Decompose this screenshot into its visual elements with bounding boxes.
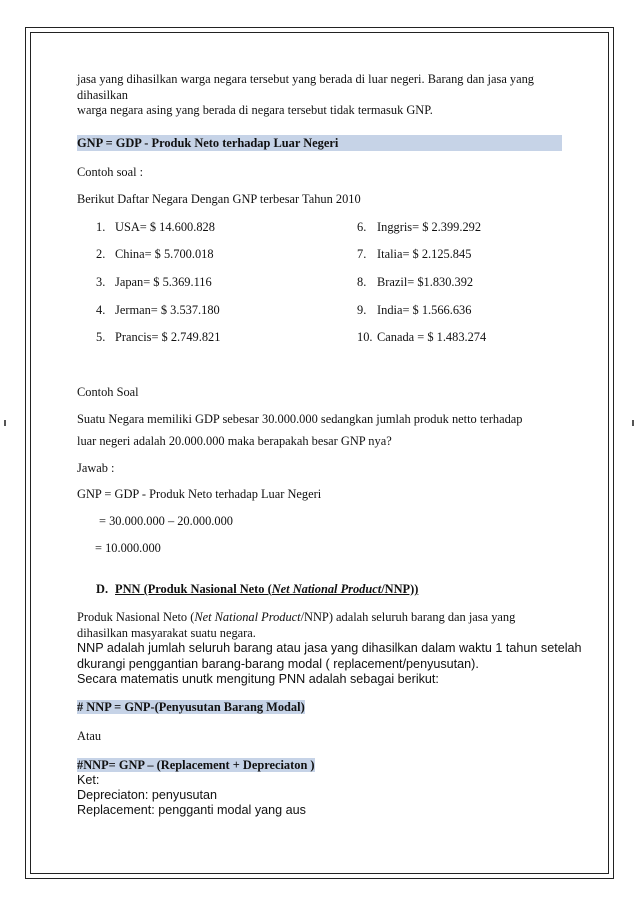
list-item: China= $ 5.700.018 — [115, 247, 214, 261]
intro-line-2: dihasilkan — [77, 88, 128, 102]
solution-line-2: = 30.000.000 – 20.000.000 — [99, 514, 233, 528]
list-item-number: 5. — [96, 330, 106, 344]
list-item: Prancis= $ 2.749.821 — [115, 330, 221, 344]
problem-line-1: Suatu Negara memiliki GDP sebesar 30.000.000 sedangkan jumlah produk netto terhadap — [77, 412, 523, 426]
formula-2 — [77, 758, 315, 773]
pnn-definition-line-2: dihasilkan masyarakat suatu negara. — [77, 626, 256, 640]
list-item: Jerman= $ 3.537.180 — [115, 303, 220, 317]
formula-2-text: #NNP= GNP – (Replacement + Depreciaton ) — [77, 758, 315, 772]
intro-line-1: jasa yang dihasilkan warga negara tersebut yang berada di luar negeri. Barang dan jasa yang — [77, 72, 535, 86]
list-item-number: 7. — [357, 247, 367, 261]
list-item-number: 10. — [357, 330, 373, 344]
pnn-def-pre: Produk Nasional Neto ( — [77, 610, 195, 624]
right-edge-marker — [632, 420, 634, 426]
list-item-number: 6. — [357, 220, 367, 234]
list-item: USA= $ 14.600.828 — [115, 220, 215, 234]
pnn-def-italic: Net National Product — [194, 610, 301, 624]
nnp-text-line-3: Secara matematis unutk mengitung PNN adalah sebagai berikut: — [77, 672, 439, 686]
pnn-definition-line-1 — [77, 610, 515, 625]
left-edge-marker — [4, 420, 6, 426]
pnn-def-post: /NNP) adalah seluruh barang dan jasa yang — [300, 610, 516, 624]
section-d-title — [115, 582, 418, 597]
ket-line-1: Depreciaton: penyusutan — [77, 788, 218, 802]
solution-line-1: GNP = GDP - Produk Neto terhadap Luar Negeri — [77, 487, 322, 501]
section-d-title-post: /NNP)) — [381, 582, 419, 596]
list-item: India= $ 1.566.636 — [377, 303, 472, 317]
list-item-number: 1. — [96, 220, 106, 234]
contoh-soal-label: Contoh soal : — [77, 165, 144, 179]
formula-1-text: # NNP = GNP-(Penyusutan Barang Modal) — [77, 700, 305, 714]
list-item: Inggris= $ 2.399.292 — [377, 220, 482, 234]
list-item: Canada = $ 1.483.274 — [377, 330, 487, 344]
atau-label: Atau — [77, 729, 102, 743]
list-item-number: 2. — [96, 247, 106, 261]
contoh-soal-2-label: Contoh Soal — [77, 385, 139, 399]
problem-line-2: luar negeri adalah 20.000.000 maka berapakah besar GNP nya? — [77, 434, 392, 448]
list-item-number: 9. — [357, 303, 367, 317]
list-item: Brazil= $1.830.392 — [377, 275, 474, 289]
country-list-intro: Berikut Daftar Negara Dengan GNP terbesar Tahun 2010 — [77, 192, 361, 206]
formula-1 — [77, 700, 305, 715]
intro-line-3: warga negara asing yang berada di negara tersebut tidak termasuk GNP. — [77, 103, 433, 117]
list-item: Japan= $ 5.369.116 — [115, 275, 212, 289]
page-border-inner — [30, 32, 609, 874]
nnp-text-line-1: NNP adalah jumlah seluruh barang atau jasa yang dihasilkan dalam waktu 1 tahun setelah — [77, 641, 582, 655]
ket-label: Ket: — [77, 773, 100, 787]
ket-line-2: Replacement: pengganti modal yang aus — [77, 803, 306, 817]
list-item-number: 8. — [357, 275, 367, 289]
list-item-number: 4. — [96, 303, 106, 317]
solution-line-3: = 10.000.000 — [95, 541, 161, 555]
list-item: Italia= $ 2.125.845 — [377, 247, 472, 261]
section-d-letter: D. — [96, 582, 109, 596]
jawab-label: Jawab : — [77, 461, 115, 475]
section-d-title-italic: Net National Product — [271, 582, 382, 596]
gnp-formula-heading: GNP = GDP - Produk Neto terhadap Luar Negeri — [77, 136, 339, 150]
nnp-text-line-2: dkurangi penggantian barang-barang modal ( replacement/penyusutan). — [77, 657, 479, 671]
section-d-title-pre: PNN (Produk Nasional Neto ( — [115, 582, 272, 596]
list-item-number: 3. — [96, 275, 106, 289]
